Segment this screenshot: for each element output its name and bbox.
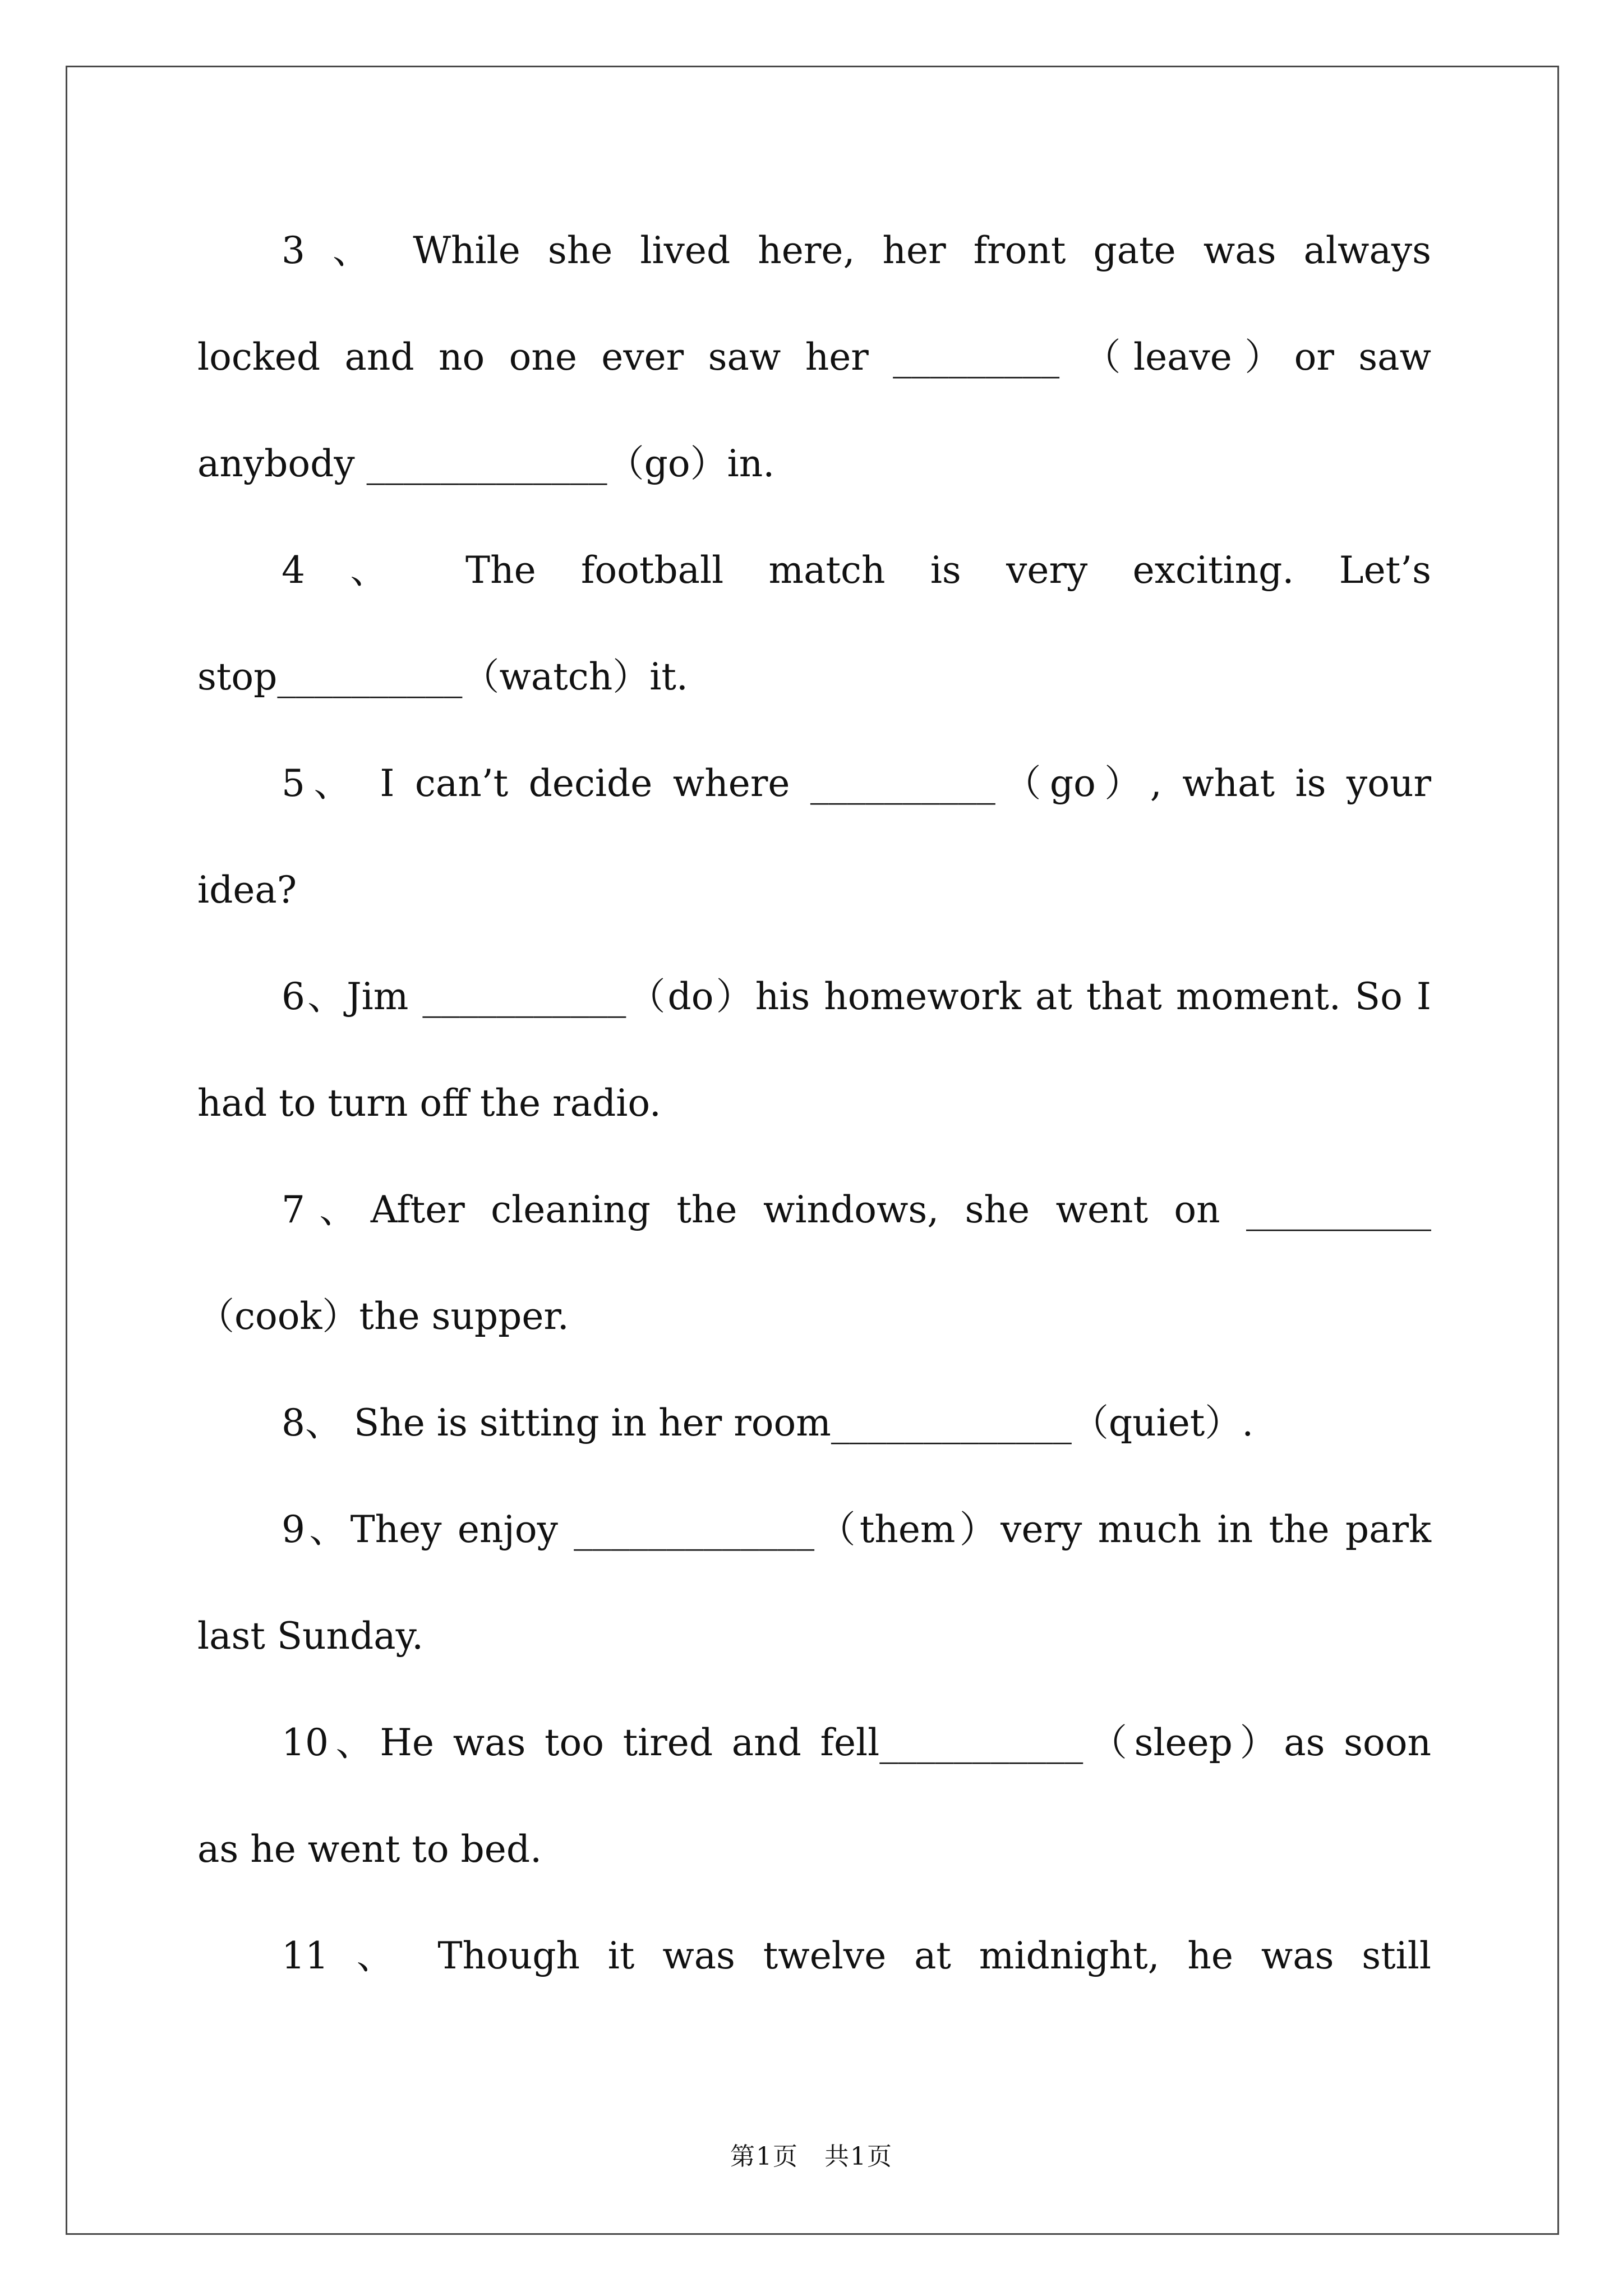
question-3-line-1: 3 、 While she lived here, her front gate was always: [282, 229, 1431, 272]
question-6-line-1: 6、Jim ___________（do）his homework at that moment. So I: [282, 975, 1431, 1018]
question-6-line-2: had to turn off the radio.: [197, 1082, 661, 1125]
question-10-line-1: 10、He was too tired and fell___________（sleep）as soon: [282, 1721, 1431, 1764]
question-11-line-1: 11 、 Though it was twelve at midnight, he was still: [282, 1934, 1431, 1977]
question-3-line-3: anybody _____________（go）in.: [197, 442, 775, 485]
question-10-line-2: as he went to bed.: [197, 1828, 542, 1871]
question-9-line-2: last Sunday.: [197, 1614, 424, 1658]
page-number-footer: 第1页 共1页: [730, 2142, 893, 2171]
question-7-line-1: 7、After cleaning the windows, she went on __________: [282, 1188, 1431, 1231]
question-3-line-2: locked and no one ever saw her _________ （leave）or saw: [197, 335, 1431, 379]
question-7-line-2: （cook）the supper.: [197, 1295, 569, 1338]
question-8-line-1: 8、 She is sitting in her room_____________（quiet）.: [282, 1401, 1254, 1444]
exercise-content: [197, 197, 1431, 2009]
question-4-line-1: 4 、 The football match is very exciting. Let’s: [282, 549, 1431, 592]
question-4-line-2: stop__________（watch）it.: [197, 655, 688, 698]
question-5-line-2: idea?: [197, 868, 297, 912]
question-9-line-1: 9、They enjoy _____________（them）very much in the park: [282, 1508, 1431, 1551]
question-5-line-1: 5、 I can’t decide where __________（go）, what is your: [282, 762, 1431, 805]
